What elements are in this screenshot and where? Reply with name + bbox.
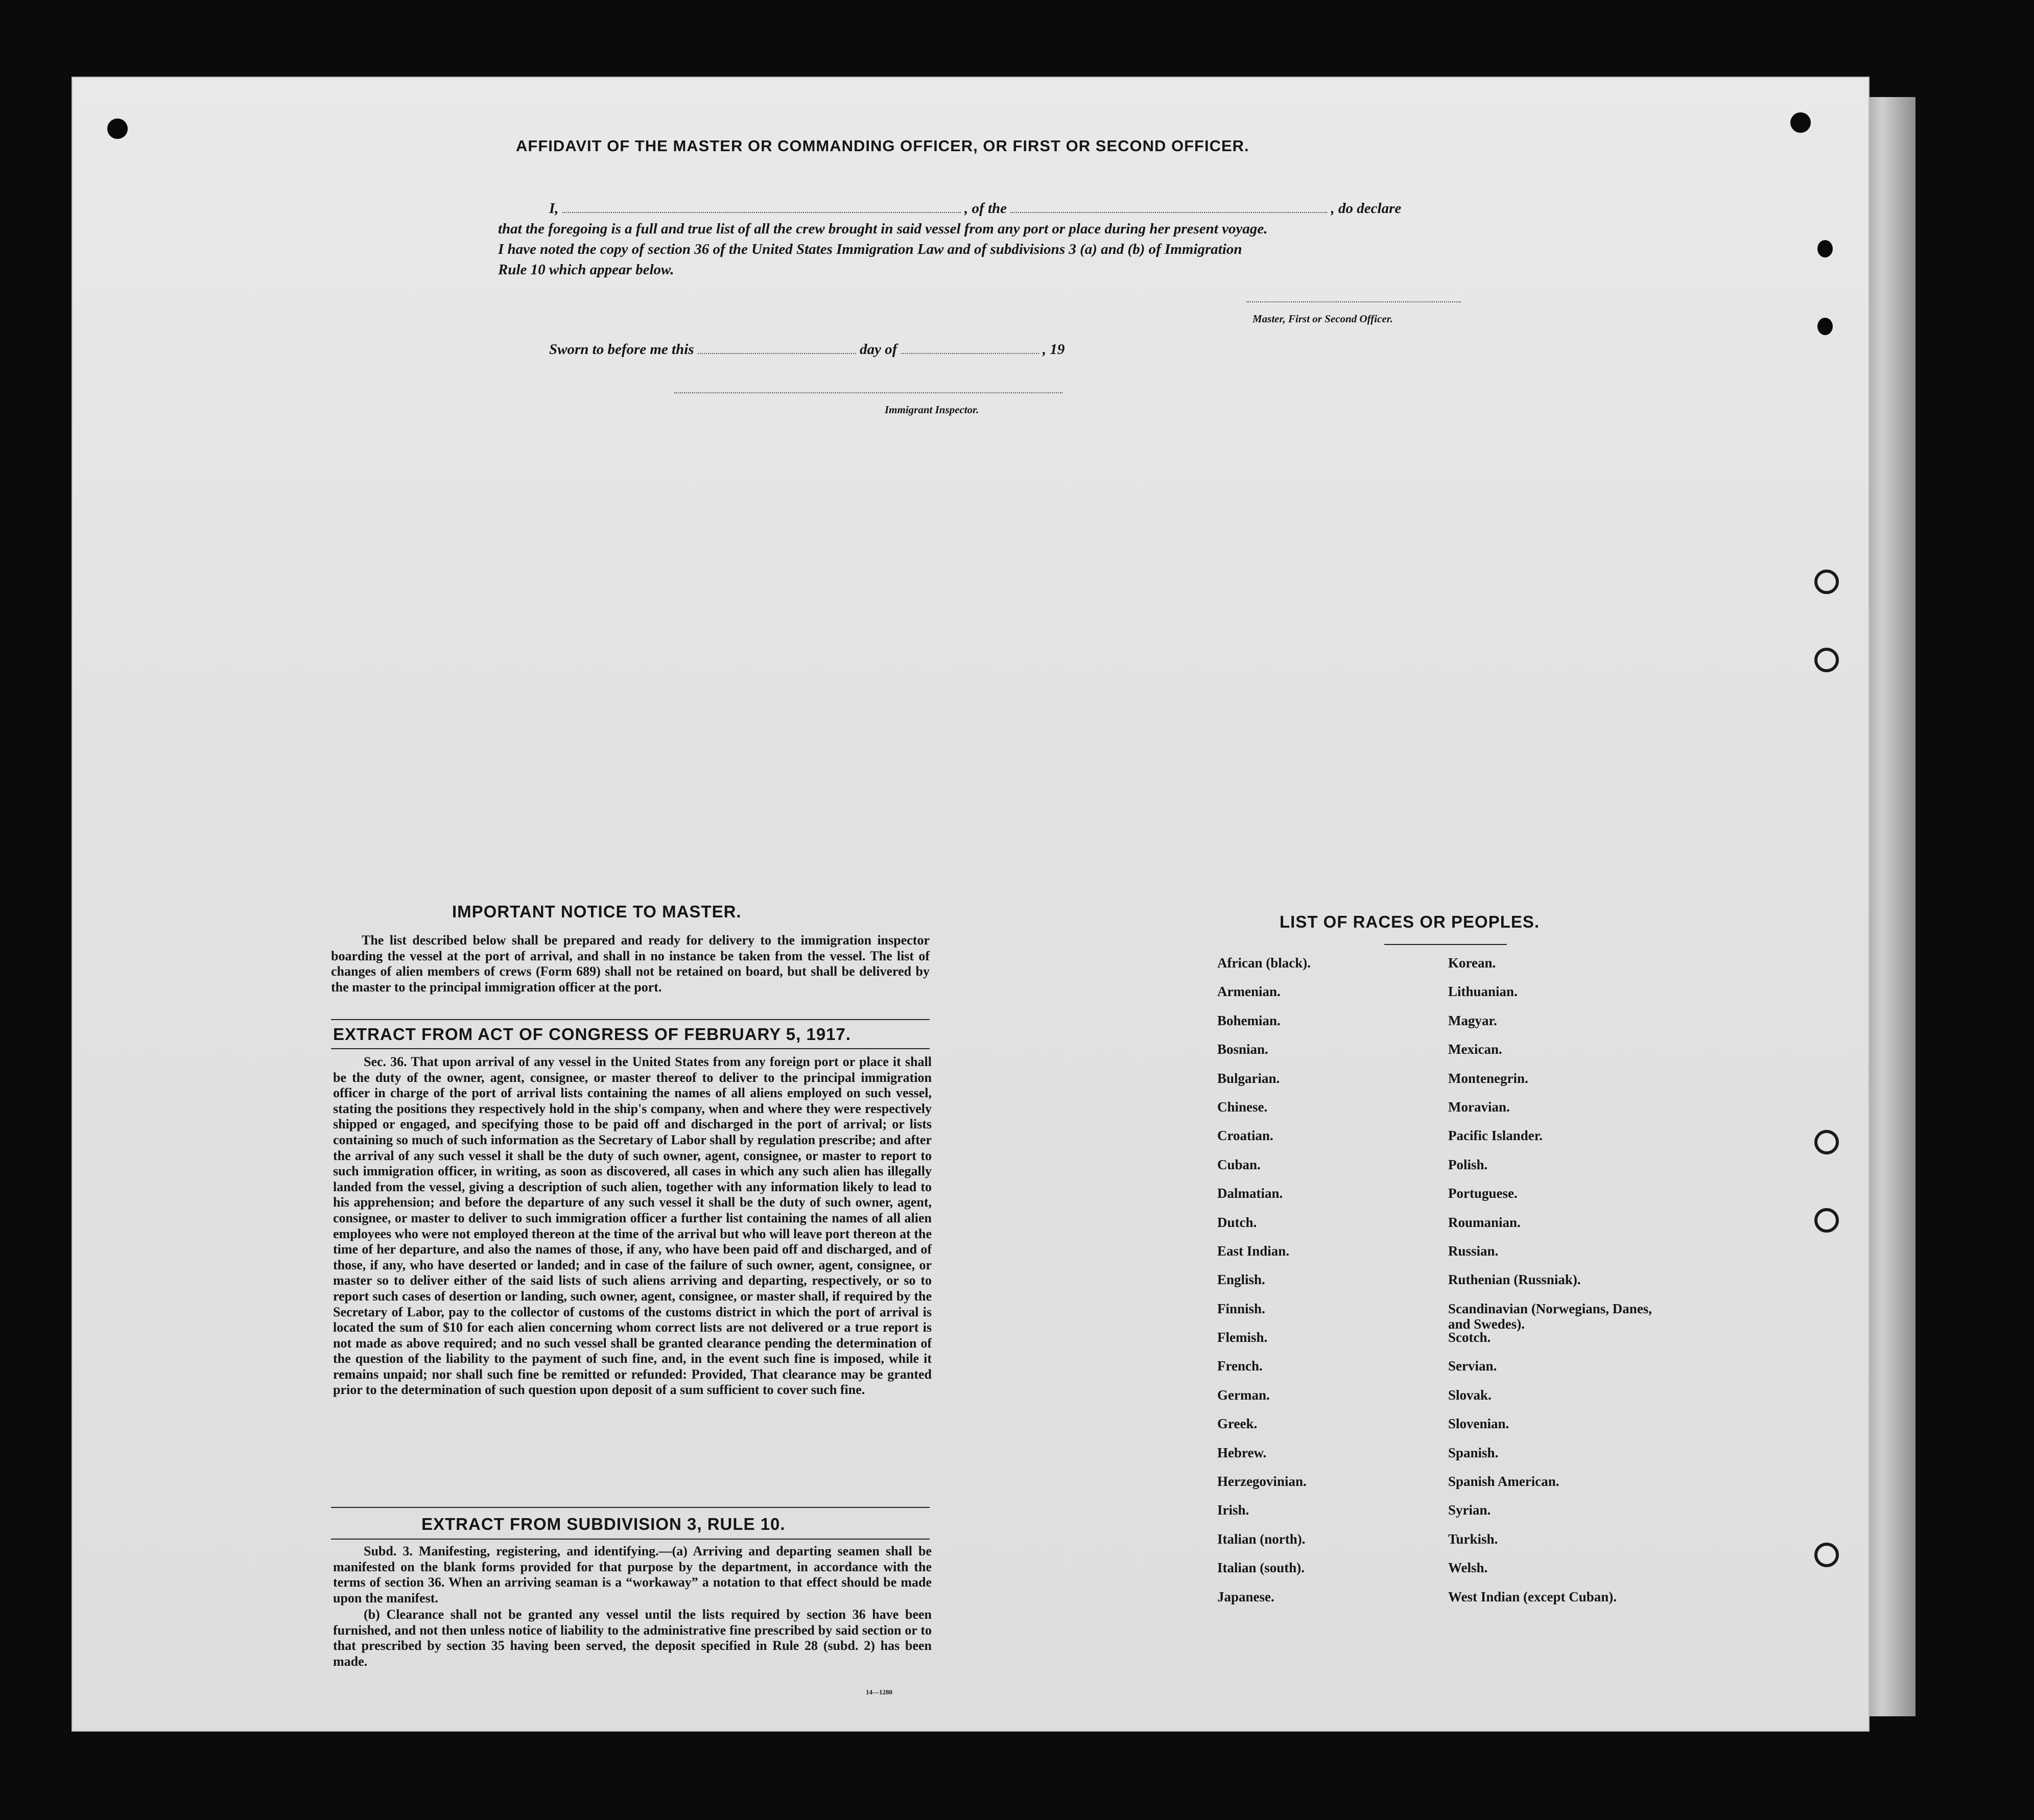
affidavit-of-the-label: , of the xyxy=(964,200,1007,217)
race-item: French. xyxy=(1217,1358,1263,1374)
race-item: Roumanian. xyxy=(1448,1214,1521,1230)
race-item: Dutch. xyxy=(1217,1214,1257,1230)
races-title-underline xyxy=(1384,944,1507,945)
race-item: Scandinavian (Norwegians, Danes, and Swedes). xyxy=(1448,1301,1652,1332)
affidavit-line-2: that the foregoing is a full and true list of all the crew brought in said vessel from any port or place during her present voyage. xyxy=(498,221,1268,237)
race-item: Russian. xyxy=(1448,1243,1499,1259)
races-right-column xyxy=(1448,955,1668,1618)
punch-hole xyxy=(1817,240,1833,257)
sworn-month-field[interactable] xyxy=(901,353,1039,354)
race-item: Syrian. xyxy=(1448,1502,1491,1518)
race-item: Dalmatian. xyxy=(1217,1186,1283,1201)
sworn-line xyxy=(549,341,1162,358)
extract-rule-title: EXTRACT FROM SUBDIVISION 3, RULE 10. xyxy=(421,1515,786,1533)
race-item: Herzegovinian. xyxy=(1217,1474,1307,1490)
race-item: Slovak. xyxy=(1448,1387,1492,1403)
race-item: Chinese. xyxy=(1217,1099,1268,1115)
divider xyxy=(331,1539,930,1540)
vessel-name-field[interactable] xyxy=(1010,212,1327,213)
race-item: Armenian. xyxy=(1217,984,1281,1000)
race-item: Finnish. xyxy=(1217,1301,1265,1316)
race-item: Turkish. xyxy=(1448,1531,1498,1547)
race-item: Slovenian. xyxy=(1448,1416,1509,1432)
race-item: Croatian. xyxy=(1217,1128,1273,1144)
race-item: African (black). xyxy=(1217,955,1311,971)
divider xyxy=(331,1507,930,1508)
section-36-text: Sec. 36. That upon arrival of any vessel in the United States from any foreign port or place it shall be the duty of the owner, agent, consignee, or master thereof to deliver to the principal immigration officer in charge of the port of arrival lists containing the names of all aliens employed on such vessel, stating the positions they respectively hold in the ship's company, when and where they were respectively shipped or engaged, and specifying those to be paid off and discharged in the port of arrival; or lists containing so much of such information as the Secretary of Labor shall by regulation prescribe; and after the arrival of any such vessel it shall be the duty of such owner, agent, consignee, or master to report to such immigration officer, in writing, as soon as discovered, all cases in which any such alien has illegally landed from the vessel, giving a description of such alien, together with any information likely to lead to his apprehension; and before the departure of any such vessel it shall be the duty of such owner, agent, consignee, or master to deliver to such immigration officer a further list containing the names of all alien employees who were not employed thereon at the time of the arrival but who will leave port thereon at the time of her departure, and also the names of those, if any, who have been paid off and discharged, and of those, if any, who have deserted or landed; and in case of the failure of such owner, agent, consignee, or master so to deliver either of the said lists of such aliens arriving and departing, respectively, or so to report such cases of desertion or landing, such owner, agent, consignee, or master shall, if required by the Secretary of Labor, pay to the collector of customs of the customs district in which the port of arrival is located the sum of $10 for each alien concerning whom correct lists are not delivered or a true report is not made as above required; and no such vessel shall be granted clearance pending the determination of the question of the liability to the payment of such fine, and, in the event such fine is imposed, while it remains unpaid; nor shall such fine be remitted or refunded: Provided, That clearance may be granted prior to the determination of such question upon deposit of a sum sufficient to cover such fine. xyxy=(333,1054,932,1398)
affidavit-line-4: Rule 10 which appear below. xyxy=(498,262,674,278)
sworn-before-label: Sworn to before me this xyxy=(549,341,694,358)
rule-10-subd-3a-text: Subd. 3. Manifesting, registering, and identifying.—(a) Arriving and departing seamen shall be manifested on the blank forms provided for that purpose by the department, in accordance with the terms of section 36. When an arriving seaman is a “workaway” a notation to that effect should be made upon the manifest. xyxy=(333,1544,932,1605)
sworn-day-of-label: day of xyxy=(860,341,897,358)
race-item: Pacific Islander. xyxy=(1448,1128,1543,1144)
race-item: Flemish. xyxy=(1217,1330,1268,1345)
race-item: Bohemian. xyxy=(1217,1012,1281,1028)
race-item: Portuguese. xyxy=(1448,1186,1518,1201)
race-item: Montenegrin. xyxy=(1448,1070,1528,1086)
sworn-year-label: , 19 xyxy=(1042,341,1065,358)
notice-text: The list described below shall be prepared and ready for delivery to the immigration inspector boarding the vessel at the port of arrival, and shall in no instance be taken from the vessel. The list of changes of alien members of crews (Form 689) shall not be retained on board, but shall be delivered by the master to the principal immigration officer at the port. xyxy=(331,933,930,995)
binder-ring xyxy=(1814,570,1839,594)
affidavit-title: AFFIDAVIT OF THE MASTER OR COMMANDING OFFICER, OR FIRST OR SECOND OFFICER. xyxy=(516,137,1249,155)
punch-hole xyxy=(1790,112,1811,133)
race-item: Japanese. xyxy=(1217,1589,1274,1604)
race-item: Magyar. xyxy=(1448,1012,1497,1028)
punch-hole xyxy=(107,119,128,139)
race-item: Italian (north). xyxy=(1217,1531,1306,1547)
race-item: Korean. xyxy=(1448,955,1496,971)
binder-ring xyxy=(1814,1208,1839,1233)
race-item: Mexican. xyxy=(1448,1042,1502,1057)
binder-ring xyxy=(1814,1130,1839,1154)
sworn-day-field[interactable] xyxy=(698,353,856,354)
race-item: Welsh. xyxy=(1448,1560,1488,1576)
inspector-label: Immigrant Inspector. xyxy=(885,404,979,416)
race-item: West Indian (except Cuban). xyxy=(1448,1589,1617,1604)
race-item: Polish. xyxy=(1448,1156,1488,1172)
affidavit-line-1 xyxy=(549,200,1484,217)
inspector-signature-field[interactable] xyxy=(674,392,1062,393)
affidavit-declare-label: , do declare xyxy=(1331,200,1402,217)
race-item: German. xyxy=(1217,1387,1270,1403)
race-item: Ruthenian (Russniak). xyxy=(1448,1272,1581,1288)
punch-hole xyxy=(1817,318,1833,335)
race-item: Spanish American. xyxy=(1448,1474,1559,1490)
race-item: Cuban. xyxy=(1217,1156,1261,1172)
master-signature-label: Master, First or Second Officer. xyxy=(1252,313,1393,325)
binder-ring xyxy=(1814,1543,1839,1567)
rule-10-subd-3b-text: (b) Clearance shall not be granted any vessel until the lists required by section 36 have been furnished, and not then unless notice of liability to the administrative fine prescribed by said section or to that prescribed by section 35 having been served, the deposit specified in Rule 28 (subd. 2) has been made. xyxy=(333,1607,932,1669)
extract-act-title: EXTRACT FROM ACT OF CONGRESS OF FEBRUARY 5, 1917. xyxy=(333,1025,852,1044)
race-item: East Indian. xyxy=(1217,1243,1290,1259)
affidavit-i-label: I, xyxy=(549,200,559,217)
master-name-field[interactable] xyxy=(562,212,961,213)
race-item: Greek. xyxy=(1217,1416,1258,1432)
race-item: Irish. xyxy=(1217,1502,1249,1518)
form-number: 14—1280 xyxy=(866,1688,892,1696)
binder-ring xyxy=(1814,648,1839,672)
divider xyxy=(331,1019,930,1020)
race-item: Bosnian. xyxy=(1217,1042,1268,1057)
race-item: Servian. xyxy=(1448,1358,1497,1374)
races-left-column xyxy=(1217,955,1311,1618)
race-item: English. xyxy=(1217,1272,1265,1288)
notice-title: IMPORTANT NOTICE TO MASTER. xyxy=(452,902,742,921)
master-signature-field[interactable] xyxy=(1246,301,1461,302)
race-item: Bulgarian. xyxy=(1217,1070,1280,1086)
race-item: Spanish. xyxy=(1448,1445,1499,1460)
race-item: Moravian. xyxy=(1448,1099,1510,1115)
races-title: LIST OF RACES OR PEOPLES. xyxy=(1280,912,1540,931)
race-item: Scotch. xyxy=(1448,1330,1491,1345)
race-item: Italian (south). xyxy=(1217,1560,1305,1576)
race-item: Hebrew. xyxy=(1217,1445,1267,1460)
affidavit-line-3: I have noted the copy of section 36 of the United States Immigration Law and of subdivisions 3 (a) and (b) of Immigration xyxy=(498,241,1242,257)
divider xyxy=(331,1048,930,1049)
race-item: Lithuanian. xyxy=(1448,984,1518,1000)
